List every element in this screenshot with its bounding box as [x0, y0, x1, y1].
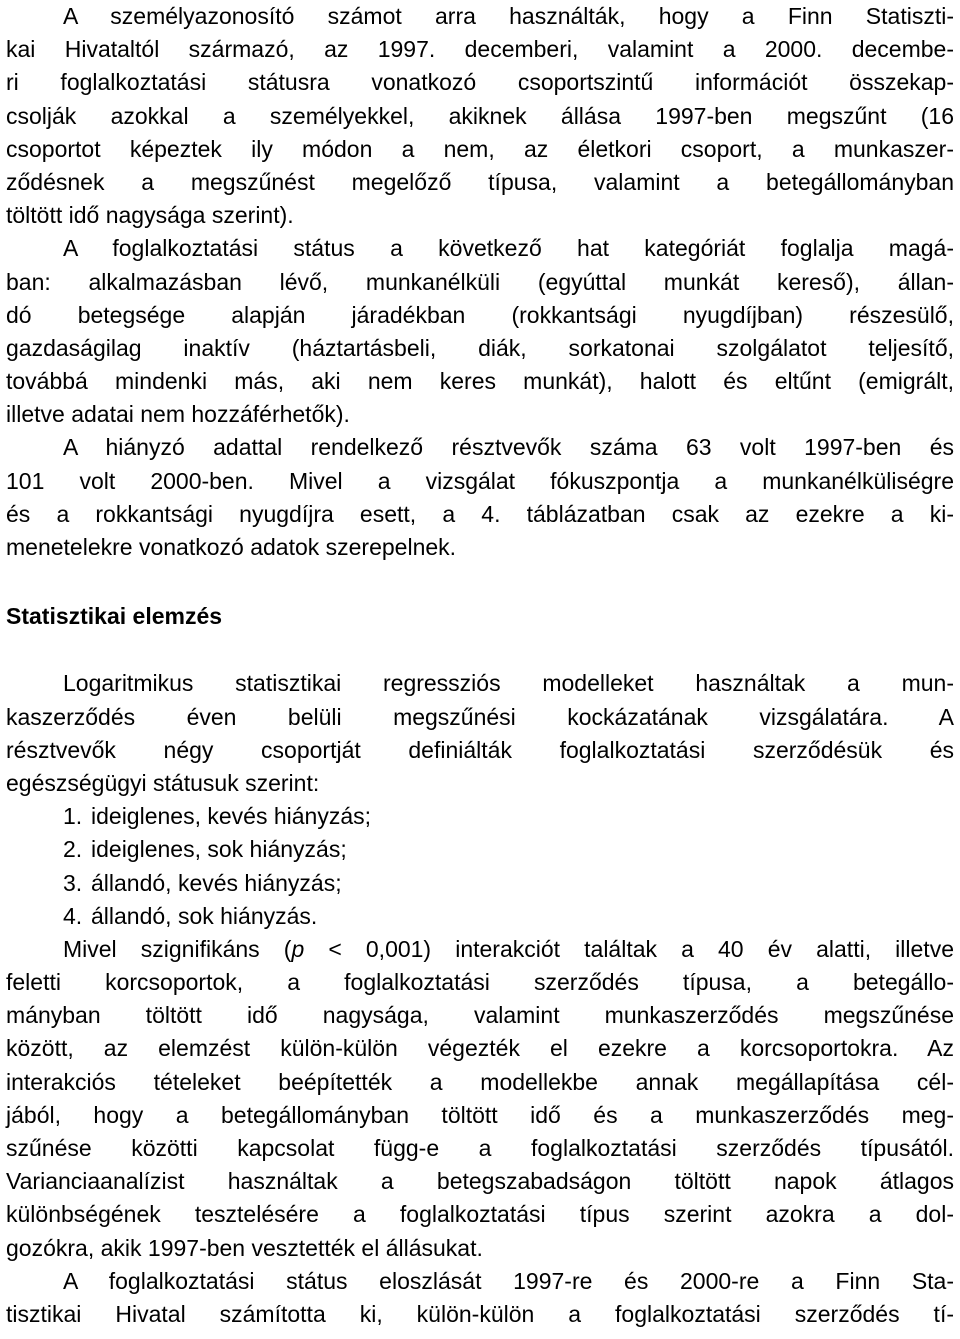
- group-list: [6, 800, 954, 933]
- list-number: 4.: [63, 902, 83, 929]
- list-number: 2.: [63, 836, 83, 863]
- text-line: ri foglalkoztatási státusra vonatkozó csoportszintű információt összekap-: [6, 69, 954, 96]
- text-line: A hiányzó adattal rendelkező résztvevők száma 63 volt 1997-ben és: [63, 434, 954, 461]
- paragraph-status-distribution: [6, 1265, 954, 1331]
- text-line: jából, hogy a betegállományban töltött idő és a munkaszerződés meg-: [6, 1101, 954, 1128]
- document-page: [6, 0, 954, 1331]
- text-line: dó betegsége alapján járadékban (rokkantsági nyugdíjban) részesülő,: [6, 301, 954, 328]
- paragraph-employment-status: [6, 232, 954, 431]
- spacer: [6, 564, 954, 600]
- list-text: ideiglenes, sok hiányzás;: [91, 836, 347, 863]
- text-fragment: < 0,001) interakciót találtak a 40 év alatti, illetve: [304, 935, 954, 962]
- paragraph-interaction-analysis: [6, 933, 954, 1265]
- text-line: gozókra, akik 1997-ben vesztették el állásukat.: [6, 1234, 483, 1261]
- text-line: résztvevők négy csoportját definiálták foglalkoztatási szerződésük és: [6, 736, 954, 763]
- text-line: gazdaságilag inaktív (háztartásbeli, diák, sorkatonai szolgálatot teljesítő,: [6, 334, 954, 361]
- spacer: [6, 633, 954, 667]
- text-line: 101 volt 2000-ben. Mivel a vizsgálat fókuszpontja a munkanélküliségre: [6, 467, 954, 494]
- text-line: A személyazonosító számot arra használták, hogy a Finn Statiszti-: [63, 3, 954, 29]
- list-text: állandó, kevés hiányzás;: [91, 869, 342, 896]
- text-line: interakciós tételeket beépítették a modellekbe annak megállapítása cél-: [6, 1068, 954, 1095]
- list-item: [6, 900, 954, 933]
- text-line: egészségügyi státusuk szerint:: [6, 769, 320, 796]
- list-item: [6, 800, 954, 833]
- text-line: ződésnek a megszűnést megelőző típusa, valamint a betegállományban: [6, 168, 954, 195]
- text-line: [6, 933, 954, 966]
- text-line: szűnése közötti kapcsolat függ-e a foglalkoztatási szerződés típusától.: [6, 1135, 954, 1161]
- text-line: csolják azokkal a személyekkel, akiknek állása 1997-ben megszűnt (16: [6, 102, 954, 129]
- text-line: különbségének tesztelésére a foglalkoztatási típus szerint azokra a dol-: [6, 1201, 954, 1228]
- text-line: illetve adatai nem hozzáférhetők).: [6, 401, 350, 428]
- text-line: Logaritmikus statisztikai regressziós modelleket használtak a mun-: [63, 670, 954, 697]
- text-line: ban: alkalmazásban lévő, munkanélküli (egyúttal munkát kereső), állan-: [6, 268, 954, 295]
- text-line: töltött idő nagysága szerint).: [6, 202, 294, 229]
- p-value-symbol: p: [291, 935, 305, 962]
- text-line: A foglalkoztatási státus eloszlását 1997-re és 2000-re a Finn Sta-: [63, 1267, 954, 1294]
- text-line: csoportot képeztek ily módon a nem, az életkori csoport, a munkaszer-: [6, 135, 954, 162]
- section-heading: Statisztikai elemzés: [6, 603, 223, 630]
- text-line: között, az elemzést külön-külön végezték el ezekre a korcsoportokra. Az: [6, 1035, 954, 1062]
- text-line: továbbá mindenki más, aki nem keres munkát), halott és eltűnt (emigrált,: [6, 368, 954, 395]
- list-text: ideiglenes, kevés hiányzás;: [91, 803, 371, 830]
- text-line: Varianciaanalízist használtak a betegszabadságon töltött napok átlagos: [6, 1168, 954, 1195]
- list-number: 3.: [63, 869, 83, 896]
- text-line: kaszerződés éven belüli megszűnési kockázatának vizsgálatára. A: [6, 703, 954, 730]
- list-item: [6, 833, 954, 866]
- paragraph-identifier-linking: [6, 0, 954, 232]
- list-text: állandó, sok hiányzás.: [91, 902, 318, 929]
- text-fragment: Mivel szignifikáns (: [63, 935, 292, 962]
- list-item: [6, 867, 954, 900]
- text-line: és a rokkantsági nyugdíjra esett, a 4. táblázatban csak az ezekre a ki-: [6, 500, 954, 527]
- text-line: mányban töltött idő nagysága, valamint munkaszerződés megszűnése: [6, 1002, 954, 1029]
- text-line: feletti korcsoportok, a foglalkoztatási szerződés típusa, a betegállo-: [6, 969, 954, 996]
- text-line: kai Hivataltól származó, az 1997. decemberi, valamint a 2000. decembe-: [6, 36, 954, 63]
- text-line: tisztikai Hivatal számította ki, külön-külön a foglalkoztatási szerződés tí-: [6, 1300, 954, 1327]
- text-line: A foglalkoztatási státus a következő hat kategóriát foglalja magá-: [63, 235, 954, 262]
- paragraph-regression-models: [6, 667, 954, 800]
- list-number: 1.: [63, 803, 83, 830]
- text-line: menetelekre vonatkozó adatok szerepelnek.: [6, 534, 457, 560]
- paragraph-missing-data: [6, 431, 954, 564]
